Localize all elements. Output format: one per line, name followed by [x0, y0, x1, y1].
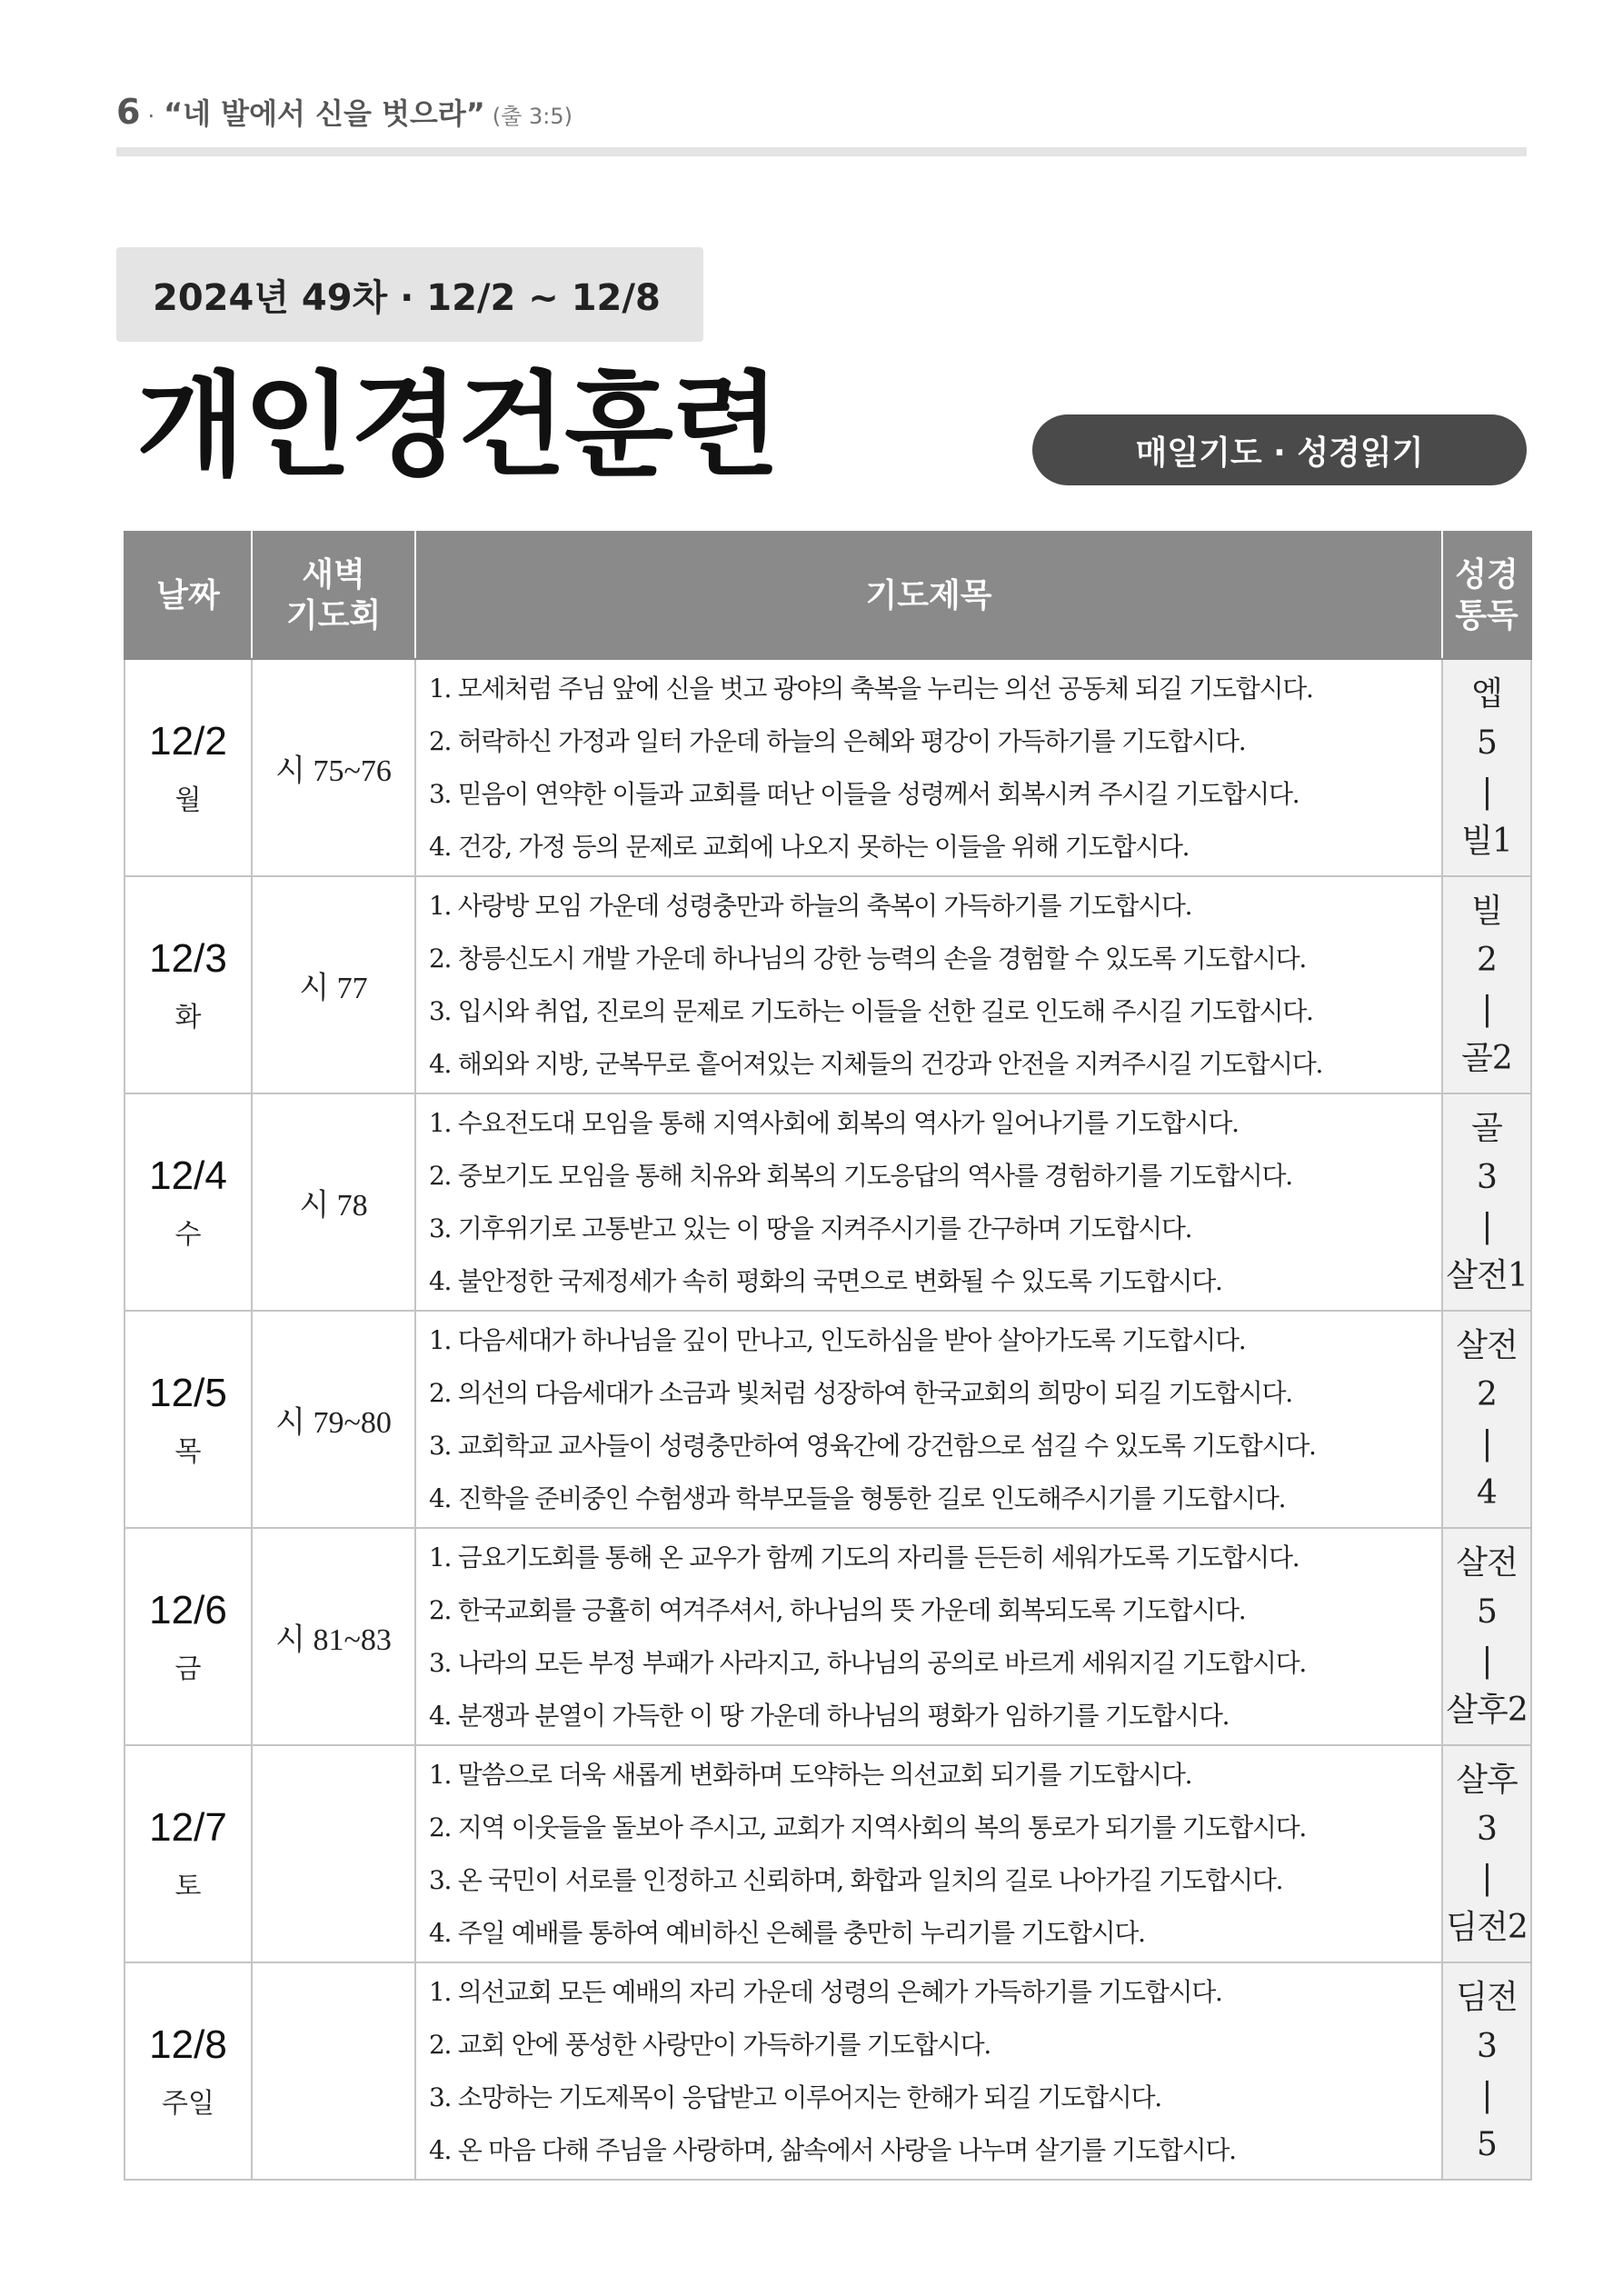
reading-item: |	[1481, 1642, 1492, 1680]
weekday-label: 화	[174, 1001, 202, 1033]
date-cell	[124, 659, 252, 876]
prayer-item: 1. 다음세대가 하나님을 깊이 만나고, 인도하심을 받아 살아가도록 기도합시다.	[429, 1324, 1246, 1355]
date-label: 12/2	[149, 718, 227, 764]
header-quote: “네 발에서 신을 벗으라”	[164, 96, 485, 131]
reading-item: 4	[1477, 1473, 1497, 1512]
weekday-label: 주일	[162, 2087, 214, 2120]
reading-item: 살전	[1456, 1326, 1518, 1364]
week-label: 2024년 49차 · 12/2 ~ 12/8	[153, 276, 661, 319]
reading-item: 골2	[1461, 1039, 1512, 1077]
reading-item: 5	[1477, 2125, 1497, 2163]
prayer-cell	[415, 1311, 1442, 1528]
table-row	[124, 1528, 1531, 1745]
prayer-item: 3. 입시와 취업, 진로의 문제로 기도하는 이들을 선한 길로 인도해 주시길 기도합시다.	[429, 995, 1313, 1026]
header-separator: ·	[147, 104, 155, 129]
prayer-cell	[415, 1528, 1442, 1745]
prayer-item: 4. 해외와 지방, 군복무로 흩어져있는 지체들의 건강과 안전을 지켜주시길 기도합시다.	[429, 1048, 1323, 1079]
dawn-service-cell: 시 75~76	[252, 659, 415, 876]
reading-item: |	[1481, 1424, 1492, 1462]
header-rule	[116, 147, 1527, 156]
prayer-item: 2. 교회 안에 풍성한 사랑만이 가득하기를 기도합시다.	[429, 2029, 991, 2060]
prayer-item: 1. 금요기도회를 통해 온 교우가 함께 기도의 자리를 든든히 세워가도록 기도합시다.	[429, 1542, 1299, 1572]
reading-item: 3	[1477, 2027, 1497, 2065]
table-row	[124, 1962, 1531, 2180]
category-pill	[1032, 414, 1527, 485]
dawn-service-cell: 시 81~83	[252, 1528, 415, 1745]
date-cell	[124, 1962, 252, 2180]
reading-cell	[1442, 876, 1531, 1093]
reading-item: 골	[1471, 1109, 1502, 1147]
prayer-cell	[415, 1093, 1442, 1311]
prayer-item: 2. 의선의 다음세대가 소금과 빛처럼 성장하여 한국교회의 희망이 되길 기도합시다.	[429, 1377, 1292, 1408]
category-pill-label: 매일기도 · 성경읽기	[1135, 434, 1424, 472]
date-header-label: 날짜	[156, 576, 220, 614]
date-cell	[124, 1528, 252, 1745]
dawn-header-line1: 새벽	[302, 556, 365, 594]
table-row	[124, 1745, 1531, 1962]
prayer-item: 1. 모세처럼 주님 앞에 신을 벗고 광야의 축복을 누리는 의선 공동체 되길 기도합시다.	[429, 673, 1313, 704]
dawn-service-cell	[252, 1745, 415, 1962]
prayer-item: 3. 온 국민이 서로를 인정하고 신뢰하며, 화합과 일치의 길로 나아가길 기도합시다.	[429, 1864, 1283, 1895]
prayer-header-label: 기도제목	[865, 576, 992, 614]
reading-cell	[1442, 1093, 1531, 1311]
date-label: 12/5	[149, 1370, 227, 1415]
reading-item: |	[1481, 1207, 1492, 1245]
prayer-item: 2. 지역 이웃들을 돌보아 주시고, 교회가 지역사회의 복의 통로가 되기를 기도합시다.	[429, 1812, 1307, 1842]
dawn-service-cell: 시 78	[252, 1093, 415, 1311]
date-cell	[124, 1311, 252, 1528]
reading-cell	[1442, 659, 1531, 876]
reading-cell	[1442, 1745, 1531, 1962]
prayer-item: 2. 한국교회를 긍휼히 여겨주셔서, 하나님의 뜻 가운데 회복되도록 기도합시다.	[429, 1594, 1246, 1625]
date-label: 12/3	[149, 935, 227, 981]
reading-item: 3	[1477, 1158, 1497, 1196]
reading-item: |	[1481, 773, 1492, 811]
table-row	[124, 1311, 1531, 1528]
reading-header-line1: 성경	[1455, 556, 1518, 594]
running-header	[116, 91, 573, 145]
date-label: 12/8	[149, 2021, 227, 2067]
reading-item: 엡	[1471, 674, 1502, 713]
schedule-table	[124, 531, 1532, 2181]
prayer-item: 4. 진학을 준비중인 수험생과 학부모들을 형통한 길로 인도해주시기를 기도합시다.	[429, 1482, 1286, 1513]
prayer-item: 3. 기후위기로 고통받고 있는 이 땅을 지켜주시기를 간구하며 기도합시다.	[429, 1213, 1192, 1243]
prayer-cell	[415, 876, 1442, 1093]
date-label: 12/4	[149, 1153, 227, 1198]
dawn-header-line2: 기도회	[285, 597, 382, 634]
reading-item: 2	[1477, 941, 1497, 979]
column-header-prayer	[415, 532, 1442, 659]
dawn-service-cell: 시 79~80	[252, 1311, 415, 1528]
reading-cell	[1442, 1962, 1531, 2180]
column-header-dawn	[252, 532, 415, 659]
weekday-label: 토	[174, 1870, 202, 1902]
page-title: 개인경건훈련	[136, 361, 779, 492]
prayer-item: 1. 말씀으로 더욱 새롭게 변화하며 도약하는 의선교회 되기를 기도합시다.	[429, 1759, 1192, 1790]
reading-item: 5	[1477, 1592, 1497, 1631]
date-cell	[124, 1093, 252, 1311]
prayer-item: 3. 소망하는 기도제목이 응답받고 이루어지는 한해가 되길 기도합시다.	[429, 2081, 1161, 2112]
reading-item: 2	[1477, 1375, 1497, 1413]
reading-item: |	[1481, 2076, 1492, 2114]
prayer-item: 1. 사랑방 모임 가운데 성령충만과 하늘의 축복이 가득하기를 기도합시다.	[429, 890, 1192, 921]
prayer-item: 4. 불안정한 국제정세가 속히 평화의 국면으로 변화될 수 있도록 기도합시다.	[429, 1265, 1222, 1296]
reading-item: 빌1	[1461, 822, 1512, 860]
weekday-label: 목	[174, 1435, 202, 1468]
prayer-item: 2. 중보기도 모임을 통해 치유와 회복의 기도응답의 역사를 경험하기를 기도합시다.	[429, 1160, 1292, 1191]
weekday-label: 금	[174, 1652, 202, 1685]
column-header-reading	[1442, 532, 1531, 659]
prayer-item: 4. 주일 예배를 통하여 예비하신 은혜를 충만히 누리기를 기도합시다.	[429, 1917, 1145, 1948]
table-row	[124, 876, 1531, 1093]
weekday-label: 월	[174, 784, 202, 816]
column-header-date	[124, 532, 252, 659]
prayer-item: 1. 수요전도대 모임을 통해 지역사회에 회복의 역사가 일어나기를 기도합시다.	[429, 1107, 1239, 1138]
reading-item: 살전1	[1446, 1256, 1528, 1294]
reading-item: |	[1481, 1859, 1492, 1897]
reading-item: 살후2	[1446, 1691, 1528, 1729]
reading-item: 딤전2	[1446, 1908, 1528, 1946]
prayer-cell	[415, 1962, 1442, 2180]
dawn-service-cell: 시 77	[252, 876, 415, 1093]
reading-header-line2: 통독	[1455, 597, 1518, 634]
date-label: 12/7	[149, 1804, 227, 1850]
weekday-label: 수	[174, 1218, 202, 1251]
prayer-item: 3. 나라의 모든 부정 부패가 사라지고, 하나님의 공의로 바르게 세워지길 기도합시다.	[429, 1647, 1307, 1678]
prayer-item: 1. 의선교회 모든 예배의 자리 가운데 성령의 은혜가 가득하기를 기도합시다.	[429, 1976, 1222, 2007]
reading-item: 5	[1477, 724, 1497, 762]
table-row	[124, 1093, 1531, 1311]
reading-cell	[1442, 1528, 1531, 1745]
prayer-item: 3. 교회학교 교사들이 성령충만하여 영육간에 강건함으로 섬길 수 있도록 기도합시다.	[429, 1430, 1316, 1461]
reading-item: 빌	[1471, 892, 1502, 930]
reading-item: 살전	[1456, 1543, 1518, 1582]
date-label: 12/6	[149, 1587, 227, 1632]
table-row	[124, 659, 1531, 876]
prayer-item: 3. 믿음이 연약한 이들과 교회를 떠난 이들을 성령께서 회복시켜 주시길 기도합시다.	[429, 778, 1299, 809]
dawn-service-cell	[252, 1962, 415, 2180]
reading-item: 살후	[1456, 1761, 1518, 1799]
page-number: 6	[116, 92, 141, 132]
reading-item: 3	[1477, 1810, 1497, 1848]
header-reference: (출 3:5)	[492, 104, 573, 129]
prayer-item: 4. 온 마음 다해 주님을 사랑하며, 삶속에서 사랑을 나누며 살기를 기도합시다.	[429, 2134, 1236, 2165]
prayer-item: 2. 허락하신 가정과 일터 가운데 하늘의 은혜와 평강이 가득하기를 기도합시다.	[429, 725, 1246, 756]
prayer-item: 4. 건강, 가정 등의 문제로 교회에 나오지 못하는 이들을 위해 기도합시다.	[429, 831, 1190, 862]
reading-cell	[1442, 1311, 1531, 1528]
reading-item: 딤전	[1456, 1978, 1518, 2016]
reading-item: |	[1481, 990, 1492, 1028]
date-cell	[124, 876, 252, 1093]
table-header-row	[124, 532, 1531, 659]
week-badge	[116, 247, 703, 342]
prayer-cell	[415, 659, 1442, 876]
date-cell	[124, 1745, 252, 1962]
prayer-cell	[415, 1745, 1442, 1962]
prayer-item: 4. 분쟁과 분열이 가득한 이 땅 가운데 하나님의 평화가 임하기를 기도합시다.	[429, 1700, 1230, 1731]
prayer-item: 2. 창릉신도시 개발 가운데 하나님의 강한 능력의 손을 경험할 수 있도록 기도합시다.	[429, 943, 1307, 973]
